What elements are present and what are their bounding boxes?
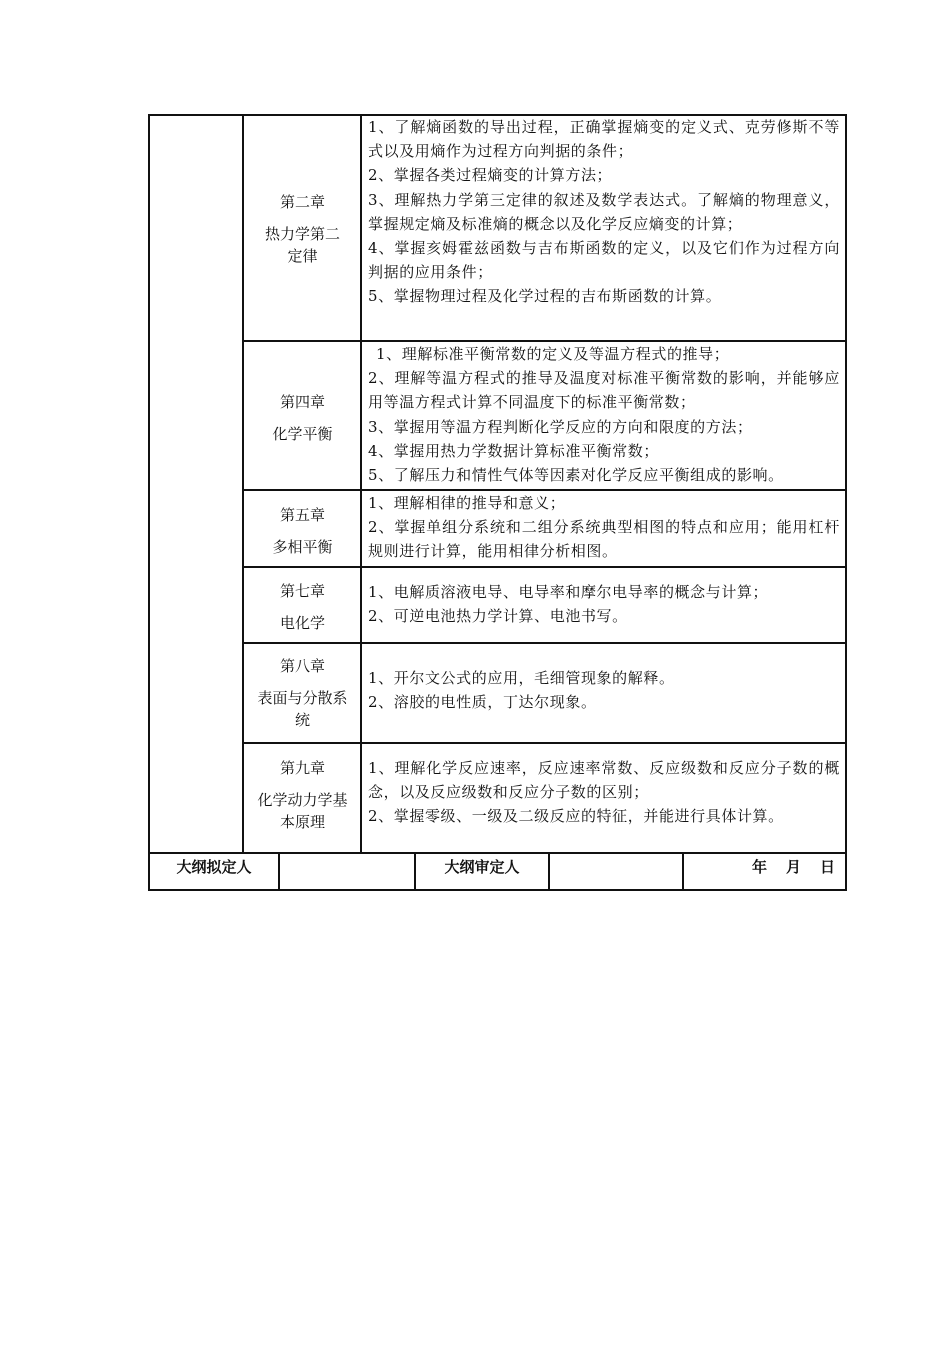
chapter-requirements	[368, 666, 840, 714]
chapter-label	[244, 391, 361, 445]
chapter-requirements	[368, 756, 840, 829]
requirement-item: 1、了解熵函数的导出过程，正确掌握熵变的定义式、克劳修斯不等式以及用熵作为过程方向判据的条件；	[368, 118, 840, 161]
chapter-requirements	[368, 115, 840, 309]
reviewer-label: 大纲审定人	[444, 858, 520, 876]
reviewer-value	[550, 852, 682, 888]
chapter-number: 第五章	[279, 506, 325, 524]
requirement-item: 1、开尔文公式的应用，毛细管现象的解释。	[368, 669, 675, 687]
chapter-requirements	[368, 580, 840, 628]
chapter-label	[244, 580, 361, 634]
row-divider	[242, 566, 847, 568]
requirement-item: 3、掌握用等温方程判断化学反应的方向和限度的方法；	[368, 417, 753, 436]
chapter-number: 第四章	[279, 393, 325, 411]
chapter-label	[244, 191, 361, 267]
chapter-number: 第九章	[279, 759, 325, 777]
chapter-requirements	[368, 342, 840, 487]
chapter-number: 第八章	[279, 657, 325, 675]
chapter-title: 表面与分散系统	[257, 689, 348, 729]
chapter-requirements	[368, 491, 840, 564]
chapter-number: 第七章	[279, 582, 325, 600]
requirement-item: 4、掌握用热力学数据计算标准平衡常数；	[368, 441, 659, 460]
requirement-item: 2、掌握零级、一级及二级反应的特征，并能进行具体计算。	[368, 807, 784, 826]
requirement-item: 2、溶胶的电性质，丁达尔现象。	[368, 693, 597, 712]
chapter-label	[244, 504, 361, 558]
requirement-item: 1、理解化学反应速率，反应速率常数、反应级数和反应分子数的概念，以及反应级数和反应分子数的区别；	[368, 759, 840, 802]
requirement-item: 2、掌握各类过程熵变的计算方法；	[368, 166, 613, 185]
requirement-item: 1、理解相律的推导和意义；	[368, 494, 566, 512]
requirement-item: 5、掌握物理过程及化学过程的吉布斯函数的计算。	[368, 287, 722, 306]
requirement-item: 4、掌握亥姆霍兹函数与吉布斯函数的定义，以及它们作为过程方向判据的应用条件；	[368, 239, 840, 282]
chapter-label	[244, 655, 361, 731]
requirement-item: 2、可逆电池热力学计算、电池书写。	[368, 607, 628, 626]
requirement-item: 2、掌握单组分系统和二组分系统典型相图的特点和应用；能用杠杆规则进行计算，能用相律分析相图。	[368, 518, 840, 561]
chapter-title: 电化学	[279, 614, 325, 632]
requirement-item: 1、理解标准平衡常数的定义及等温方程式的推导；	[376, 345, 730, 363]
requirement-item: 1、电解质溶液电导、电导率和摩尔电导率的概念与计算；	[368, 583, 769, 601]
chapter-title: 化学动力学基本原理	[257, 791, 348, 831]
chapter-title: 多相平衡	[272, 538, 333, 556]
row-divider	[242, 642, 847, 644]
drafter-label: 大纲拟定人	[176, 858, 252, 876]
chapter-title: 热力学第二定律	[264, 225, 340, 265]
chapter-label	[244, 757, 361, 833]
requirement-item: 5、了解压力和情性气体等因素对化学反应平衡组成的影响。	[368, 466, 784, 485]
row-divider	[242, 742, 847, 744]
requirement-item: 2、理解等温方程式的推导及温度对标准平衡常数的影响，并能够应用等温方程式计算不同温度下的标准平衡常数；	[368, 369, 840, 412]
chapter-title: 化学平衡	[272, 425, 333, 443]
chapter-number: 第二章	[279, 193, 325, 211]
date-label: 年 月 日	[751, 858, 837, 876]
requirement-item: 3、理解热力学第三定律的叙述及数学表达式。了解熵的物理意义，掌握规定熵及标准熵的概念以及化学反应熵变的计算；	[368, 190, 840, 233]
drafter-value	[280, 852, 414, 888]
